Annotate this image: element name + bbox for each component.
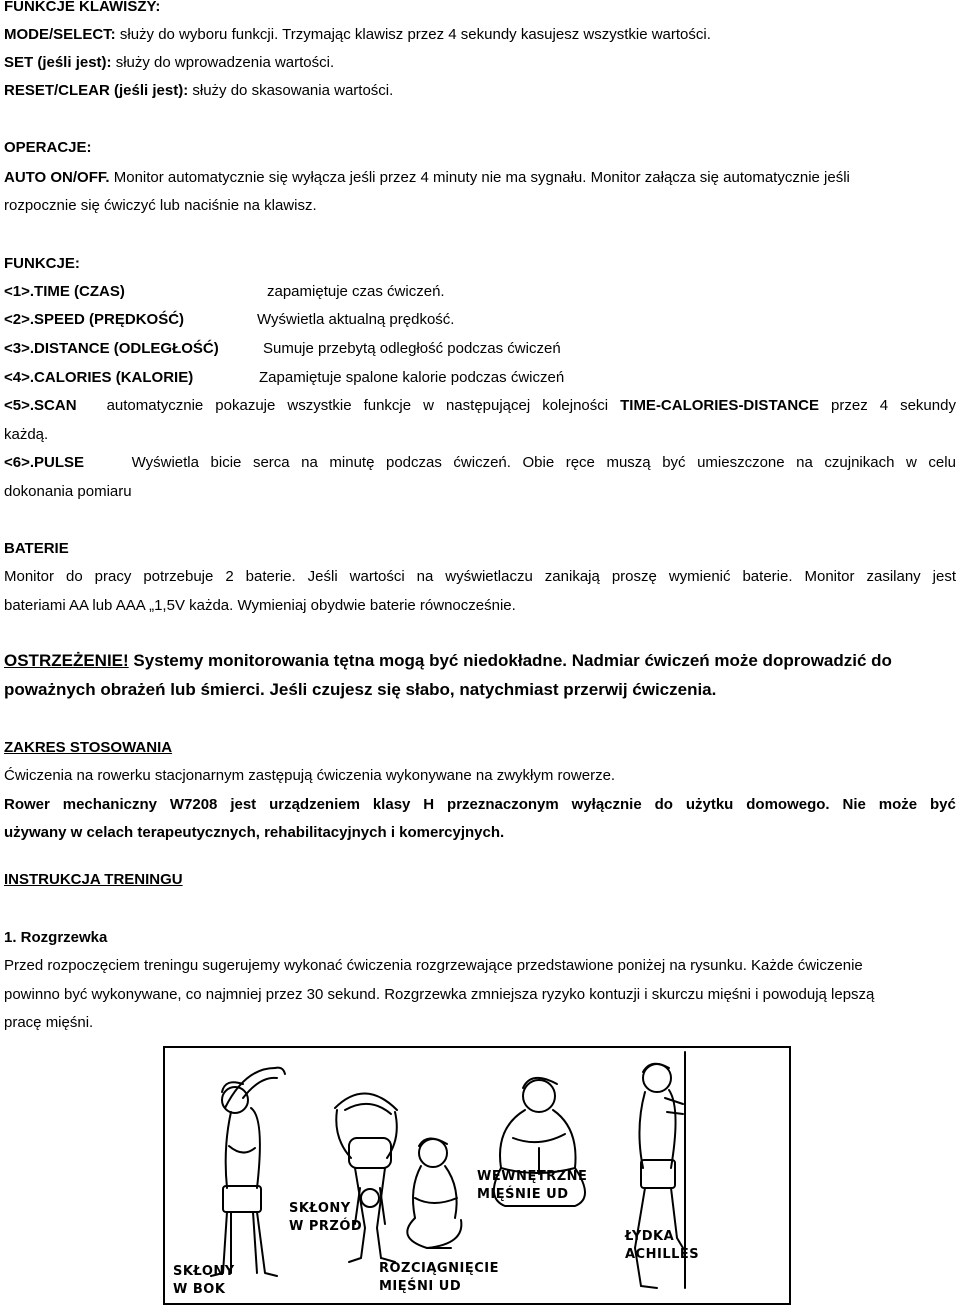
- scan-word: przez: [831, 397, 868, 414]
- training-heading: INSTRUKCJA TRENINGU: [4, 871, 183, 888]
- scope-word: Rower: [4, 796, 50, 813]
- mode-select-text: służy do wyboru funkcji. Trzymając klawisz przez 4 sekundy kasujesz wszystkie wartości.: [115, 26, 711, 43]
- battery-word: pracy: [94, 568, 132, 585]
- auto-onoff-text: Monitor automatycznie się wyłącza jeśli przez 4 minuty nie ma sygnału. Monitor załącza się automatycznie jeśli: [109, 169, 850, 186]
- pulse-word: ćwiczeń.: [453, 454, 511, 471]
- function-desc-distance: Sumuje przebytą odległość podczas ćwiczeń: [263, 340, 561, 357]
- battery-word: wartości: [349, 568, 405, 585]
- reset-line: [4, 82, 956, 100]
- batteries-line-1: [4, 568, 956, 586]
- battery-word: jest: [932, 568, 956, 585]
- battery-word: na: [416, 568, 434, 585]
- scope-heading: ZAKRES STOSOWANIA: [4, 739, 173, 756]
- battery-word: Jeśli: [307, 568, 338, 585]
- battery-word: wyświetlaczu: [445, 568, 533, 585]
- keys-heading: FUNKCJE KLAWISZY:: [4, 0, 161, 15]
- reset-label: RESET/CLEAR (jeśli jest):: [4, 82, 189, 99]
- battery-word: baterie.: [742, 568, 793, 585]
- scope-word: może: [878, 796, 918, 813]
- function-label-time: <1>.TIME (CZAS): [4, 283, 125, 300]
- battery-word: proszę: [611, 568, 657, 585]
- scope-word: być: [930, 796, 956, 813]
- battery-word: zasilany: [866, 568, 921, 585]
- reset-text: służy do skasowania wartości.: [188, 82, 394, 99]
- pulse-word: na: [301, 454, 318, 471]
- caption-line: SKŁONY: [173, 1264, 235, 1279]
- battery-word: do: [66, 568, 83, 585]
- functions-heading: FUNKCJE:: [4, 255, 80, 272]
- pulse-word: bicie: [210, 454, 242, 471]
- caption-line: MIĘŚNIE UD: [477, 1187, 569, 1202]
- pulse-word: Wyświetla: [131, 454, 199, 471]
- scope-word: przeznaczonym: [447, 796, 559, 813]
- warning-text-1: Systemy monitorowania tętna mogą być niedokładne. Nadmiar ćwiczeń może doprowadzić do: [128, 651, 892, 670]
- scope-word: wyłącznie: [571, 796, 642, 813]
- warmup-heading: 1. Rozgrzewka: [4, 929, 108, 946]
- caption-line: W BOK: [173, 1282, 226, 1297]
- batteries-line-2: bateriami AA lub AAA „1,5V każda. Wymieniaj obydwie baterie równocześnie.: [4, 597, 516, 614]
- scope-word: jest: [230, 796, 257, 813]
- pulse-word: minutę: [329, 454, 375, 471]
- caption-side-bends: [173, 1263, 235, 1299]
- function-label-distance: <3>.DISTANCE (ODLEGŁOŚĆ): [4, 340, 219, 357]
- scan-word: pokazuje: [215, 397, 276, 414]
- scan-word: automatycznie: [106, 397, 204, 414]
- scan-line-2: każdą.: [4, 426, 49, 443]
- scope-word: H: [423, 796, 435, 813]
- caption-line: WEWNĘTRZNE: [477, 1169, 588, 1184]
- pulse-label: <6>.PULSE: [4, 454, 85, 471]
- caption-inner-thigh: [477, 1168, 587, 1204]
- batteries-heading: BATERIE: [4, 540, 69, 557]
- set-line: [4, 54, 956, 72]
- training-line-1: Przed rozpoczęciem treningu sugerujemy wykonać ćwiczenia rozgrzewające przedstawione poniżej na rysunku. Każde ćwiczenie: [4, 957, 863, 974]
- caption-quad-stretch: [379, 1260, 499, 1296]
- scope-word: do: [654, 796, 673, 813]
- scan-word: 4: [879, 397, 889, 414]
- pulse-word: być: [662, 454, 686, 471]
- scan-word: funkcje: [363, 397, 412, 414]
- mode-select-label: MODE/SELECT:: [4, 26, 116, 43]
- pulse-line-2: dokonania pomiaru: [4, 483, 132, 500]
- scope-word: domowego.: [746, 796, 830, 813]
- pulse-word: umieszczone: [697, 454, 785, 471]
- function-desc-calories: Zapamiętuje spalone kalorie podczas ćwiczeń: [259, 369, 565, 386]
- battery-word: 2: [225, 568, 234, 585]
- scope-line-2: [4, 796, 956, 814]
- pulse-line: [4, 454, 956, 472]
- pulse-word: muszą: [606, 454, 651, 471]
- scan-word: następującej: [445, 397, 531, 414]
- caption-line: MIĘŚNI UD: [379, 1279, 462, 1294]
- caption-achilles: [625, 1228, 699, 1264]
- mode-select-line: [4, 26, 956, 44]
- scan-word: kolejności: [542, 397, 609, 414]
- auto-onoff-line: [4, 169, 956, 187]
- battery-word: wymienić: [668, 568, 731, 585]
- scan-sequence: TIME-CALORIES-DISTANCE: [620, 397, 819, 414]
- caption-line: ŁYDKA: [625, 1229, 675, 1244]
- battery-word: Monitor: [804, 568, 855, 585]
- function-desc-speed: Wyświetla aktualną prędkość.: [257, 311, 455, 328]
- pulse-word: podczas: [385, 454, 442, 471]
- function-label-calories: <4>.CALORIES (KALORIE): [4, 369, 194, 386]
- battery-word: potrzebuje: [143, 568, 214, 585]
- pulse-word: ręce: [565, 454, 595, 471]
- operations-heading: OPERACJE:: [4, 139, 92, 156]
- caption-line: W PRZÓD: [289, 1219, 363, 1234]
- function-label-speed: <2>.SPEED (PRĘDKOŚĆ): [4, 311, 185, 328]
- scope-word: użytku: [685, 796, 734, 813]
- scope-word: Nie: [842, 796, 866, 813]
- caption-line: ACHILLES: [625, 1247, 700, 1262]
- caption-line: SKŁONY: [289, 1201, 351, 1216]
- auto-onoff-label: AUTO ON/OFF.: [4, 169, 110, 186]
- auto-onoff-text-2: rozpocznie się ćwiczyć lub naciśnie na klawisz.: [4, 197, 317, 214]
- battery-word: zanikają: [544, 568, 600, 585]
- scan-label: <5>.SCAN: [4, 397, 77, 414]
- warning-label: OSTRZEŻENIE!: [4, 651, 129, 670]
- battery-word: Monitor: [4, 568, 55, 585]
- scope-line-3: używany w celach terapeutycznych, rehabilitacyjnych i komercyjnych.: [4, 824, 505, 841]
- warmup-exercises-figure: [163, 1046, 791, 1305]
- side-bend-illustration: [211, 1068, 285, 1276]
- battery-word: baterie.: [245, 568, 296, 585]
- pulse-word: w: [906, 454, 917, 471]
- pulse-word: Obie: [522, 454, 555, 471]
- warning-line-1: [4, 652, 956, 670]
- set-text: służy do wprowadzenia wartości.: [111, 54, 335, 71]
- training-line-2: powinno być wykonywane, co najmniej przez 30 sekund. Rozgrzewka zmniejsza ryzyko kontuzji i skurczu mięśni i powodują lepszą: [4, 986, 875, 1003]
- warning-line-2: poważnych obrażeń lub śmierci. Jeśli czujesz się słabo, natychmiast przerwij ćwiczenia.: [4, 680, 717, 699]
- forward-bend-illustration: [335, 1093, 397, 1262]
- scan-word: wszystkie: [287, 397, 352, 414]
- scan-word: w: [423, 397, 434, 414]
- pulse-word: serca: [252, 454, 290, 471]
- caption-forward-bends: [289, 1200, 362, 1236]
- scan-line: [4, 397, 956, 415]
- scan-word: sekundy: [900, 397, 956, 414]
- quad-stretch-illustration: [407, 1138, 461, 1248]
- set-label: SET (jeśli jest):: [4, 54, 112, 71]
- scope-word: W7208: [169, 796, 218, 813]
- scope-word: mechaniczny: [62, 796, 157, 813]
- scope-line-1: Ćwiczenia na rowerku stacjonarnym zastępują ćwiczenia wykonywane na zwykłym rowerze.: [4, 767, 616, 784]
- pulse-word: na: [796, 454, 813, 471]
- training-line-3: pracę mięśni.: [4, 1014, 94, 1031]
- pulse-word: celu: [928, 454, 956, 471]
- scope-word: klasy: [372, 796, 411, 813]
- scope-word: urządzeniem: [269, 796, 360, 813]
- caption-line: ROZCIĄGNIĘCIE: [379, 1261, 499, 1276]
- pulse-word: czujnikach: [824, 454, 895, 471]
- function-desc-time: zapamiętuje czas ćwiczeń.: [267, 283, 445, 300]
